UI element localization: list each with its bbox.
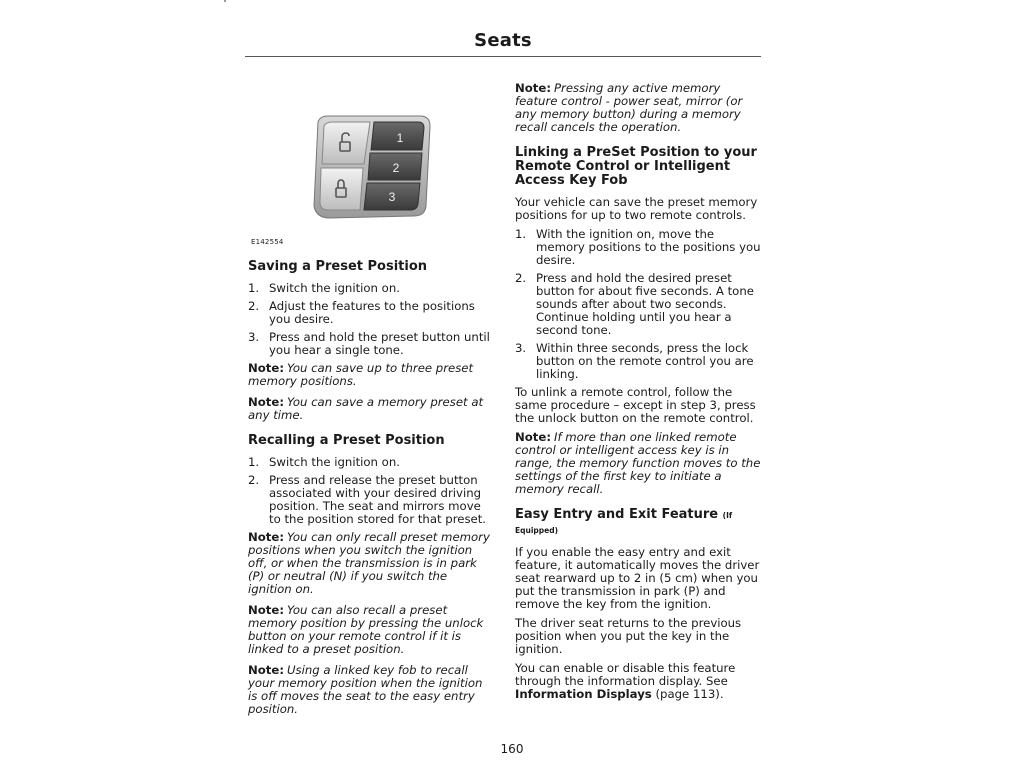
list-item	[515, 342, 761, 381]
button-1-label: 1	[396, 131, 404, 145]
step-number: 1.	[515, 227, 527, 241]
note	[248, 362, 494, 388]
page-reference: (page 113).	[655, 687, 724, 701]
title-divider	[245, 56, 761, 57]
note	[248, 604, 494, 656]
linking-intro: Your vehicle can save the preset memory positions for up to two remote controls.	[515, 195, 758, 222]
lock-button	[320, 168, 363, 210]
step-number: 2.	[248, 299, 260, 313]
note-label: Note:	[515, 430, 551, 444]
list-item	[248, 300, 494, 326]
easy-entry-paragraph-2: The driver seat returns to the previous position when you put the key in the ignition.	[515, 616, 742, 656]
button-3-label: 3	[388, 190, 396, 204]
linking-heading: Linking a PreSet Position to your Remote Control or Intelligent Access Key Fob	[515, 145, 757, 188]
saving-heading: Saving a Preset Position	[248, 259, 428, 274]
step-number: 2.	[248, 473, 260, 487]
recalling-steps	[248, 456, 494, 526]
note-text: If more than one linked remote control or intelligent access key is in range, the memory function moves to the settings of the first key to initiate a memory recall.	[515, 430, 761, 496]
left-column	[248, 114, 494, 724]
note	[515, 82, 761, 134]
step-number: 3.	[248, 330, 260, 344]
step-text: With the ignition on, move the memory positions to the positions you desire.	[536, 227, 761, 267]
note-text: You can save a memory preset at any time.	[248, 395, 484, 422]
page-title: Seats	[474, 30, 532, 51]
step-text: Press and release the preset button associated with your desired driving position. The seat and mirrors move to the position stored for that preset.	[269, 473, 487, 526]
note-text: Using a linked key fob to recall your memory position when the ignition is off moves the seat to the easy entry position.	[248, 663, 483, 716]
note-label: Note:	[248, 603, 284, 617]
figure-id: E142554	[251, 238, 284, 246]
easy-entry-paragraph-1: If you enable the easy entry and exit feature, it automatically moves the driver seat rearward up to 2 in (5 cm) when you put the transmission in park (P) and remove the key from the ignition.	[515, 545, 760, 611]
step-number: 2.	[515, 271, 527, 285]
step-number: 1.	[248, 281, 260, 295]
note-text: Pressing any active memory feature control - power seat, mirror (or any memory button) during a memory recall cancels the operation.	[515, 81, 743, 134]
right-column	[515, 82, 761, 707]
scan-mark	[224, 0, 226, 2]
note-text: You can save up to three preset memory positions.	[248, 361, 474, 388]
note	[515, 431, 761, 496]
note-label: Note:	[248, 530, 284, 544]
paragraph-text: You can enable or disable this feature through the information display. See	[515, 661, 736, 688]
saving-steps	[248, 282, 494, 357]
easy-entry-paragraph-3	[515, 662, 761, 701]
button-2-label: 2	[392, 161, 400, 175]
list-item	[248, 331, 494, 357]
list-item	[515, 228, 761, 267]
unlock-button	[322, 122, 370, 164]
page-number: 160	[500, 742, 524, 756]
note	[248, 531, 494, 596]
easy-entry-heading-text: Easy Entry and Exit Feature	[515, 507, 719, 522]
note-label: Note:	[248, 663, 284, 677]
note-label: Note:	[248, 361, 284, 375]
note-label: Note:	[515, 81, 551, 95]
note	[248, 396, 494, 422]
recalling-heading: Recalling a Preset Position	[248, 433, 445, 448]
easy-entry-heading-suffix: (If Equipped)	[515, 511, 733, 535]
list-item	[248, 282, 494, 295]
note	[248, 664, 494, 716]
unlink-paragraph: To unlink a remote control, follow the same procedure – except in step 3, press the unlock button on the remote control.	[515, 385, 756, 425]
step-text: Press and hold the desired preset button for about five seconds. A tone sounds after about two seconds. Continue holding until you hear a second tone.	[536, 271, 754, 337]
list-item	[248, 474, 494, 526]
memory-seat-switch-figure	[248, 114, 494, 246]
note-text: You can also recall a preset memory position by pressing the unlock button on your remote control if it is linked to a preset position.	[248, 603, 484, 656]
step-text: Within three seconds, press the lock button on the remote control you are linking.	[536, 341, 754, 381]
note-label: Note:	[248, 395, 284, 409]
note-text: You can only recall preset memory positions when you switch the ignition off, or when the transmission is in park (P) or neutral (N) if you switch the ignition on.	[248, 530, 490, 596]
step-text: Press and hold the preset button until you hear a single tone.	[269, 330, 490, 357]
information-displays-link[interactable]: Information Displays	[515, 687, 652, 701]
step-text: Switch the ignition on.	[269, 281, 400, 295]
easy-entry-heading	[515, 508, 761, 538]
list-item	[248, 456, 494, 469]
linking-steps	[515, 228, 761, 381]
step-number: 1.	[248, 455, 260, 469]
step-text: Switch the ignition on.	[269, 455, 400, 469]
step-text: Adjust the features to the positions you desire.	[269, 299, 475, 326]
step-number: 3.	[515, 341, 527, 355]
list-item	[515, 272, 761, 337]
memory-switch-illustration	[308, 114, 438, 222]
